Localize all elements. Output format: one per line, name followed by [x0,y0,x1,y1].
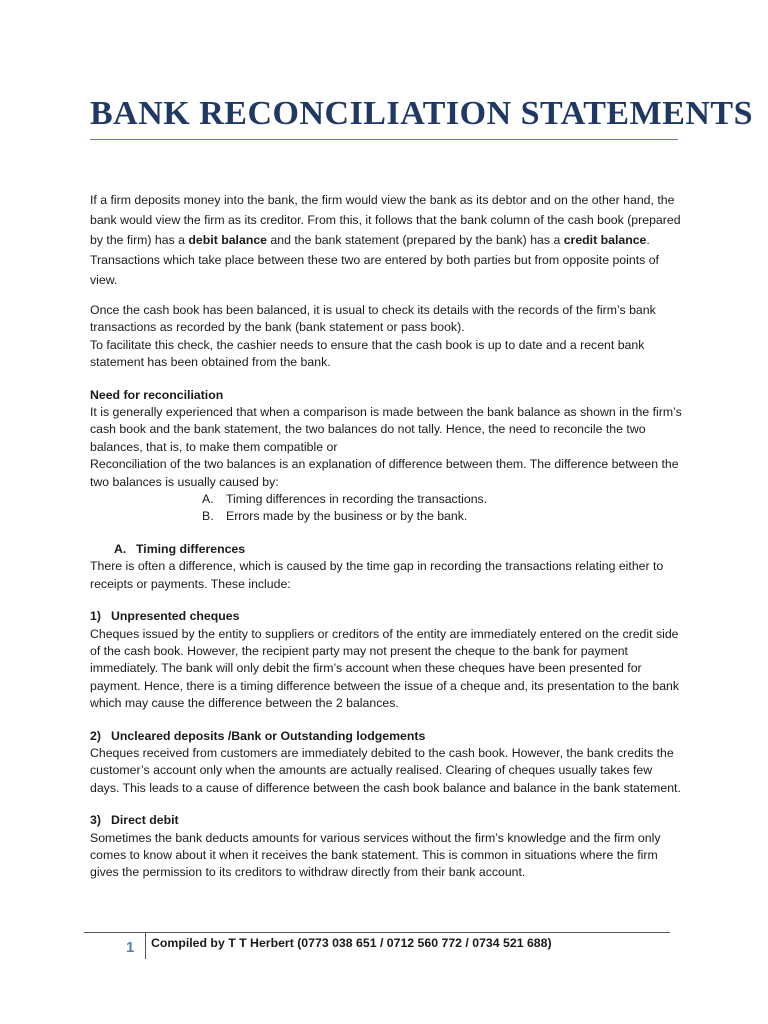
section-heading-direct-debit [90,812,682,829]
section-paragraph-unpresented: Cheques issued by the entity to suppliers or creditors of the entity are immediately entered on the credit side of the cash book. However, the recipient party may not present the cheque to the bank for payment immediately. The bank will only debit the firm’s account when these cheques have been presented for payment. Hence, there is a timing difference between the issue of a cheque and, its presentation to the bank which may cause the difference between the 2 balances. [90,626,680,711]
section-marker: 2) [90,728,101,743]
section-heading-unpresented [90,608,682,625]
section-heading-text: Direct debit [111,813,179,828]
intro-text: If a firm deposits money into the bank, the firm would view the bank as its debtor and on the other hand, the bank would view the firm as its creditor. From this, it follows that the bank column of the cash book (prepared by the firm) has a [90,193,681,247]
timing-paragraph: There is often a difference, which is caused by the time gap in recording the transactions relating either to receipts or payments. These include: [90,559,664,591]
list-marker: A. [202,492,214,507]
document-body [90,190,682,882]
list-marker: B. [202,509,214,524]
timing-heading [90,541,682,558]
intro-text: and the bank statement (prepared by the bank) has a [267,233,564,247]
list-item [90,491,682,508]
need-paragraph-1: It is generally experienced that when a comparison is made between the bank balance as shown in the firm’s cash book and the bank statement, the two balances do not tally. Hence, the need to reconcile the two balances, that is, to make them compatible or [90,405,682,454]
section-paragraph-uncleared: Cheques received from customers are immediately debited to the cash book. However, the bank credits the customer’s account only when the amounts are actually realised. Clearing of cheques usually takes few days. This leads to a cause of difference between the cash book balance and balance in the bank statement. [90,745,681,795]
list-item [90,508,682,525]
need-heading: Need for reconciliation [90,387,224,402]
title-underline [90,139,678,140]
causes-list [90,491,682,526]
section-marker: 3) [90,813,101,828]
intro-text: . Transactions which take place between these two are entered by both parties but from opposite points of view. [90,233,659,287]
page-number: 1 [126,939,135,956]
credit-balance-term: credit balance [563,233,647,247]
section-heading-text: Unpresented cheques [111,609,240,624]
section-heading-text: Timing differences [136,541,246,556]
section-marker: 1) [90,609,101,624]
page-title: BANK RECONCILIATION STATEMENTS [90,95,754,132]
list-item-text: Errors made by the business or by the bank. [226,509,468,524]
section-heading-uncleared [90,728,682,745]
footer-credit: Compiled by T T Herbert (0773 038 651 / 0712 560 772 / 0734 521 688) [151,936,552,950]
intro-paragraph-2: Once the cash book has been balanced, it is usual to check its details with the records of the firm’s bank transactions as recorded by the bank (bank statement or pass book). [90,303,656,335]
footer-rule [84,932,670,933]
section-heading-text: Uncleared deposits /Bank or Outstanding lodgements [111,728,426,743]
debit-balance-term: debit balance [188,233,268,247]
intro-paragraph-3: To facilitate this check, the cashier needs to ensure that the cash book is up to date and a recent bank statement has been obtained from the bank. [90,337,645,370]
need-paragraph-2: Reconciliation of the two balances is an explanation of difference between them. The difference between the two balances is usually caused by: [90,457,679,489]
section-paragraph-direct-debit: Sometimes the bank deducts amounts for various services without the firm’s knowledge and the firm only comes to know about it when it receives the bank statement. This is common in situations where the firm gives the permission to its creditors to withdraw directly from their bank account. [90,830,661,880]
section-marker: A. [114,541,127,556]
intro-paragraph-1 [90,190,682,290]
footer-separator [145,933,146,959]
list-item-text: Timing differences in recording the transactions. [226,492,488,507]
